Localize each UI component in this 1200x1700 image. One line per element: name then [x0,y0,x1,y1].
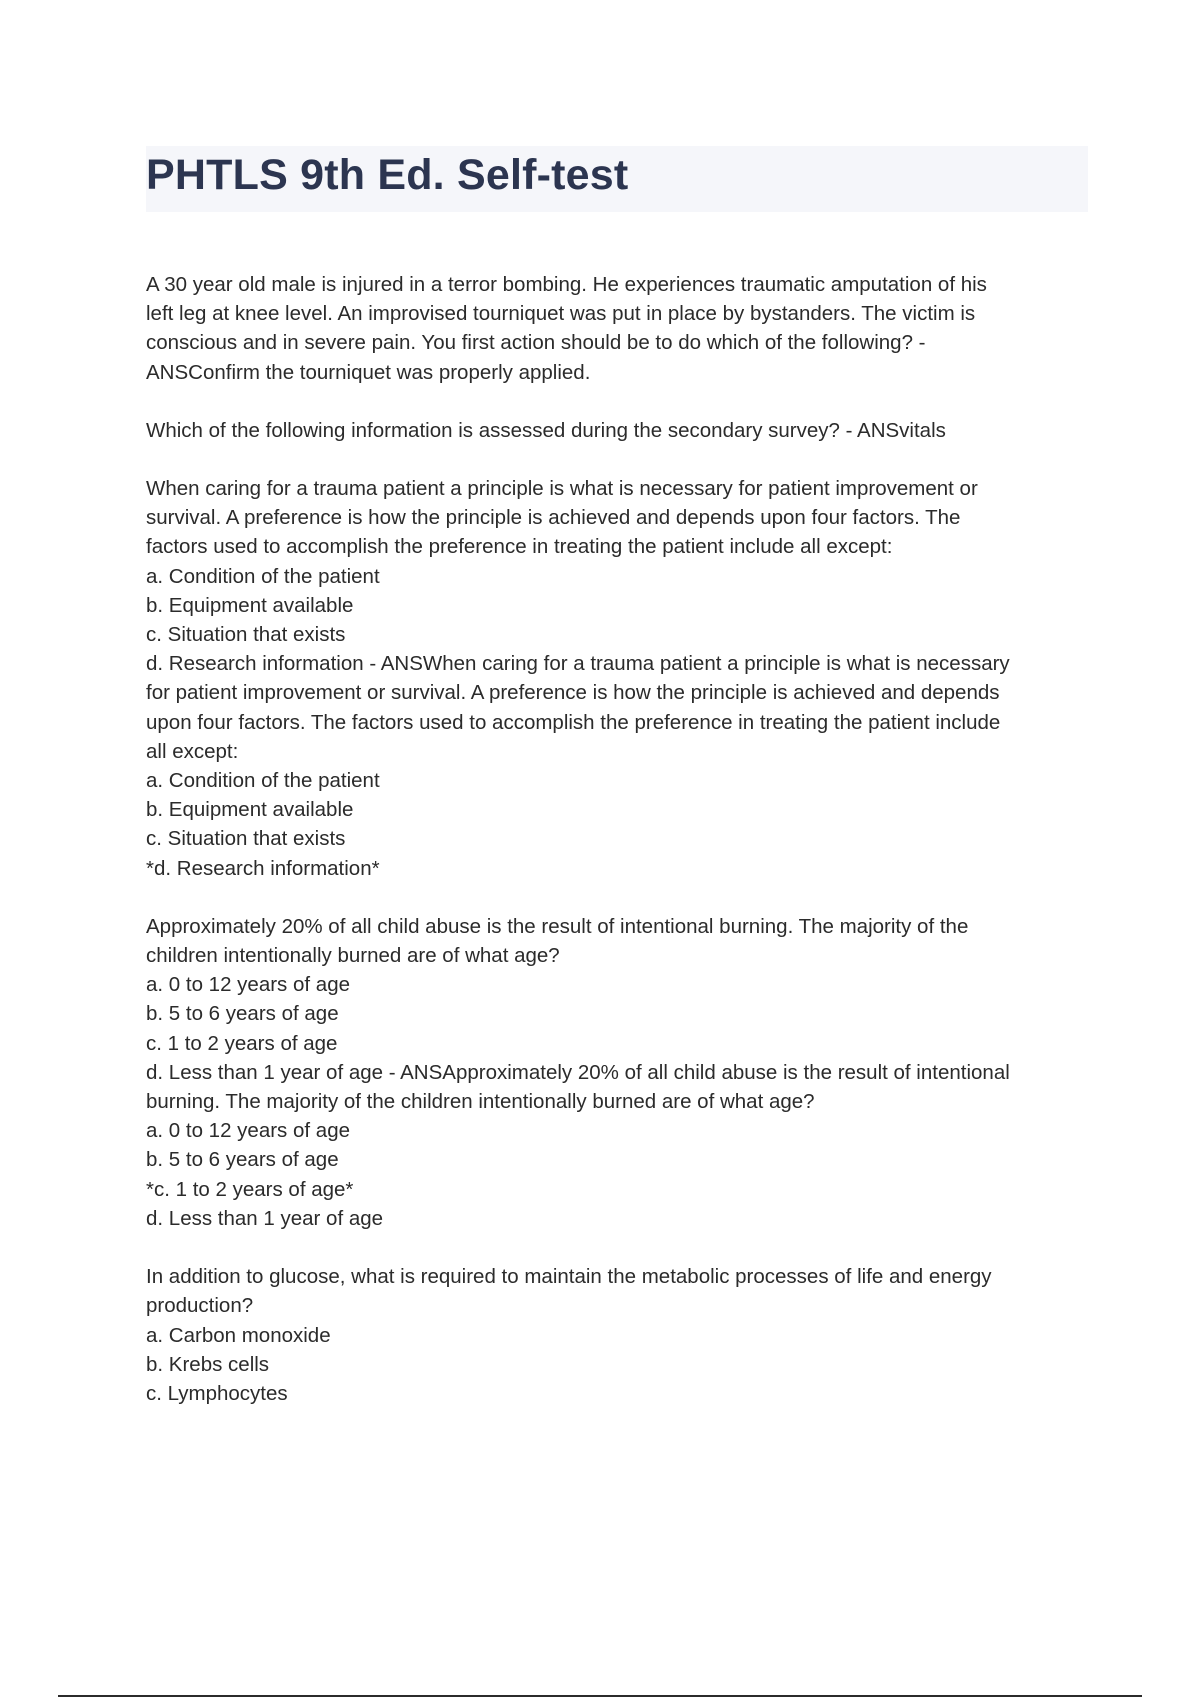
option-line: c. 1 to 2 years of age [146,1031,338,1055]
correct-option-line: *d. Research information* [146,856,380,880]
text-line: Which of the following information is assessed during the secondary survey? - ANSvitals [146,418,946,442]
text-line: production? [146,1294,254,1318]
option-line: b. Krebs cells [146,1352,270,1376]
question-block-child-burns [146,912,1086,1233]
option-line: a. 0 to 12 years of age [146,973,350,997]
question-block-glucose [146,1262,1086,1408]
option-line: c. Situation that exists [146,827,346,851]
footer-divider [58,1695,1142,1697]
text-line: all except: [146,739,239,763]
option-line: b. 5 to 6 years of age [146,1148,339,1172]
option-line: b. Equipment available [146,593,354,617]
answer-line: ANSConfirm the tourniquet was properly applied. [146,360,591,384]
text-line: burning. The majority of the children intentionally burned are of what age? [146,1090,815,1114]
text-line: conscious and in severe pain. You first action should be to do which of the following? - [146,331,926,355]
title-banner [146,146,1088,212]
text-line: When caring for a trauma patient a principle is what is necessary for patient improvement or [146,477,978,501]
text-line: upon four factors. The factors used to accomplish the preference in treating the patient include [146,710,1001,734]
question-block-principle-preference [146,474,1086,883]
option-line: a. Carbon monoxide [146,1323,331,1347]
text-line: for patient improvement or survival. A preference is how the principle is achieved and depends [146,681,1000,705]
option-line: c. Situation that exists [146,623,346,647]
text-line: children intentionally burned are of what age? [146,944,560,968]
text-line: A 30 year old male is injured in a terror bombing. He experiences traumatic amputation of his [146,273,987,296]
page-title: PHTLS 9th Ed. Self-test [146,151,629,199]
correct-option-line: *c. 1 to 2 years of age* [146,1177,354,1201]
text-line: factors used to accomplish the preference in treating the patient include all except: [146,535,893,559]
option-line: b. 5 to 6 years of age [146,1002,339,1026]
option-line: a. Condition of the patient [146,564,380,588]
document-body [146,270,1086,1437]
option-line: c. Lymphocytes [146,1381,288,1405]
option-line: a. Condition of the patient [146,769,380,793]
option-line: a. 0 to 12 years of age [146,1119,350,1143]
option-line: b. Equipment available [146,798,354,822]
text-line: survival. A preference is how the principle is achieved and depends upon four factors. The [146,506,961,530]
option-line: d. Less than 1 year of age [146,1206,384,1230]
text-line: In addition to glucose, what is required to maintain the metabolic processes of life and energy [146,1265,992,1289]
text-line: Approximately 20% of all child abuse is the result of intentional burning. The majority of the [146,914,969,938]
option-line: d. Less than 1 year of age - ANSApproximately 20% of all child abuse is the result of intentional [146,1060,1010,1084]
text-line: left leg at knee level. An improvised tourniquet was put in place by bystanders. The victim is [146,302,976,326]
question-block-secondary-survey [146,416,1086,445]
option-line: d. Research information - ANSWhen caring for a trauma patient a principle is what is necessary [146,652,1010,676]
question-block-tourniquet [146,270,1086,387]
